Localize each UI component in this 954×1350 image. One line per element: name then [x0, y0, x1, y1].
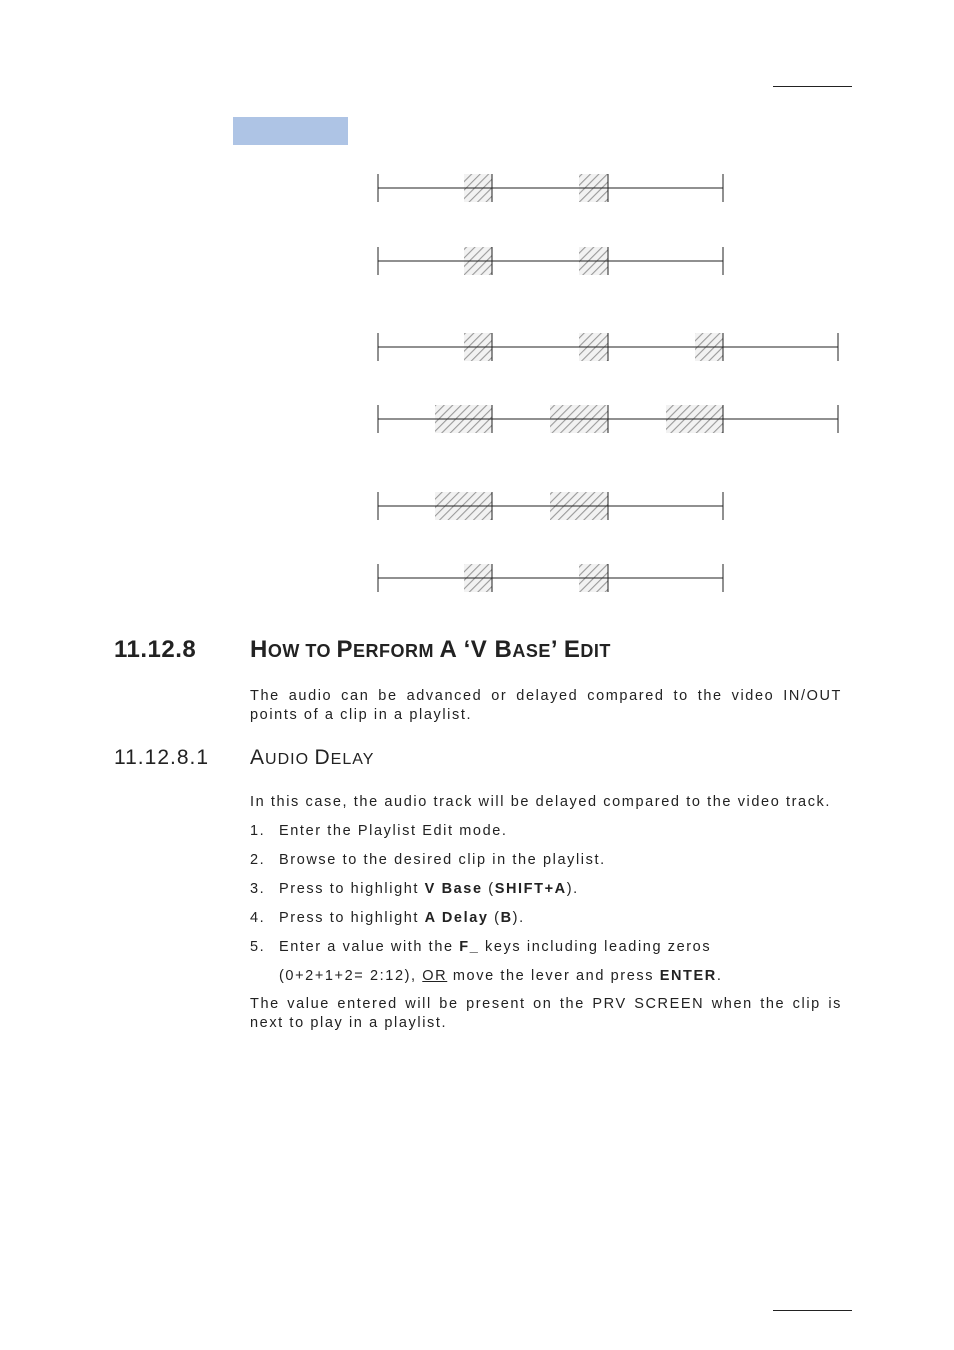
step-number: 3.: [250, 881, 266, 897]
step-5: [250, 938, 711, 957]
timeline-row: [378, 492, 723, 520]
step-text: (: [482, 881, 495, 897]
title-cap: H: [250, 636, 268, 663]
key-shortcut: SHIFT+A: [494, 881, 567, 897]
step-text: Press to highlight: [279, 881, 425, 897]
title-smallcaps: ELAY: [330, 751, 375, 768]
title-cap: A ‘V: [439, 636, 495, 663]
timeline-diagram: [0, 0, 954, 620]
step-text: Enter a value with the: [279, 939, 460, 955]
step-text: Browse to the desired clip in the playlist.: [279, 852, 606, 868]
section-title: [250, 636, 611, 664]
step-3: [250, 880, 579, 899]
subsection-intro: In this case, the audio track will be delayed compared to the video track.: [250, 794, 832, 810]
title-smallcaps: UDIO: [265, 751, 315, 768]
step-5-continuation: [279, 967, 723, 986]
step-text: ).: [512, 910, 525, 926]
step-text: (: [488, 910, 501, 926]
closing-paragraph: The value entered will be present on the PRV SCREEN when the clip is next to play in a playlist.: [250, 996, 842, 1031]
title-cap: P: [336, 636, 354, 663]
section-intro: The audio can be advanced or delayed compared to the video IN/OUT points of a clip in a playlist.: [250, 688, 842, 723]
title-cap: B: [494, 636, 513, 663]
step-number: 1.: [250, 823, 266, 839]
timeline-row: [378, 247, 723, 275]
title-cap: D: [314, 746, 331, 769]
title-smallcaps: OW TO: [267, 641, 337, 661]
subsection-title: [250, 746, 374, 770]
step-number: 4.: [250, 910, 266, 926]
title-smallcaps: DIT: [580, 641, 611, 661]
key-shortcut: B: [500, 910, 513, 926]
title-cap: ’ E: [550, 636, 581, 663]
step-text: ).: [566, 881, 579, 897]
step-number: 5.: [250, 939, 266, 955]
title-smallcaps: ASE: [512, 641, 551, 661]
step-text: .: [716, 968, 723, 984]
step-text: Enter the Playlist Edit mode.: [279, 823, 508, 839]
key-label: F_: [459, 939, 480, 955]
step-number: 2.: [250, 852, 266, 868]
title-cap: A: [250, 746, 266, 769]
step-text: Press to highlight: [279, 910, 425, 926]
timeline-row: [378, 564, 723, 592]
subsection-number: 11.12.8.1: [114, 746, 210, 769]
key-label: V Base: [424, 881, 483, 897]
section-number: 11.12.8: [114, 636, 197, 663]
step-1: [250, 822, 508, 841]
key-label: A Delay: [424, 910, 489, 926]
footer-rule: [773, 1310, 852, 1311]
timeline-row: [378, 405, 838, 433]
step-2: [250, 851, 606, 870]
step-text: (0+2+1+2= 2:12),: [279, 968, 423, 984]
step-4: [250, 909, 525, 928]
or-underlined: OR: [422, 968, 448, 984]
step-text: keys including leading zeros: [479, 939, 712, 955]
title-smallcaps: ERFORM: [353, 641, 440, 661]
step-text: move the lever and press: [447, 968, 660, 984]
timeline-row: [378, 333, 838, 361]
section-heading: [114, 636, 196, 664]
enter-key: ENTER: [659, 968, 717, 984]
timeline-row: [378, 174, 723, 202]
